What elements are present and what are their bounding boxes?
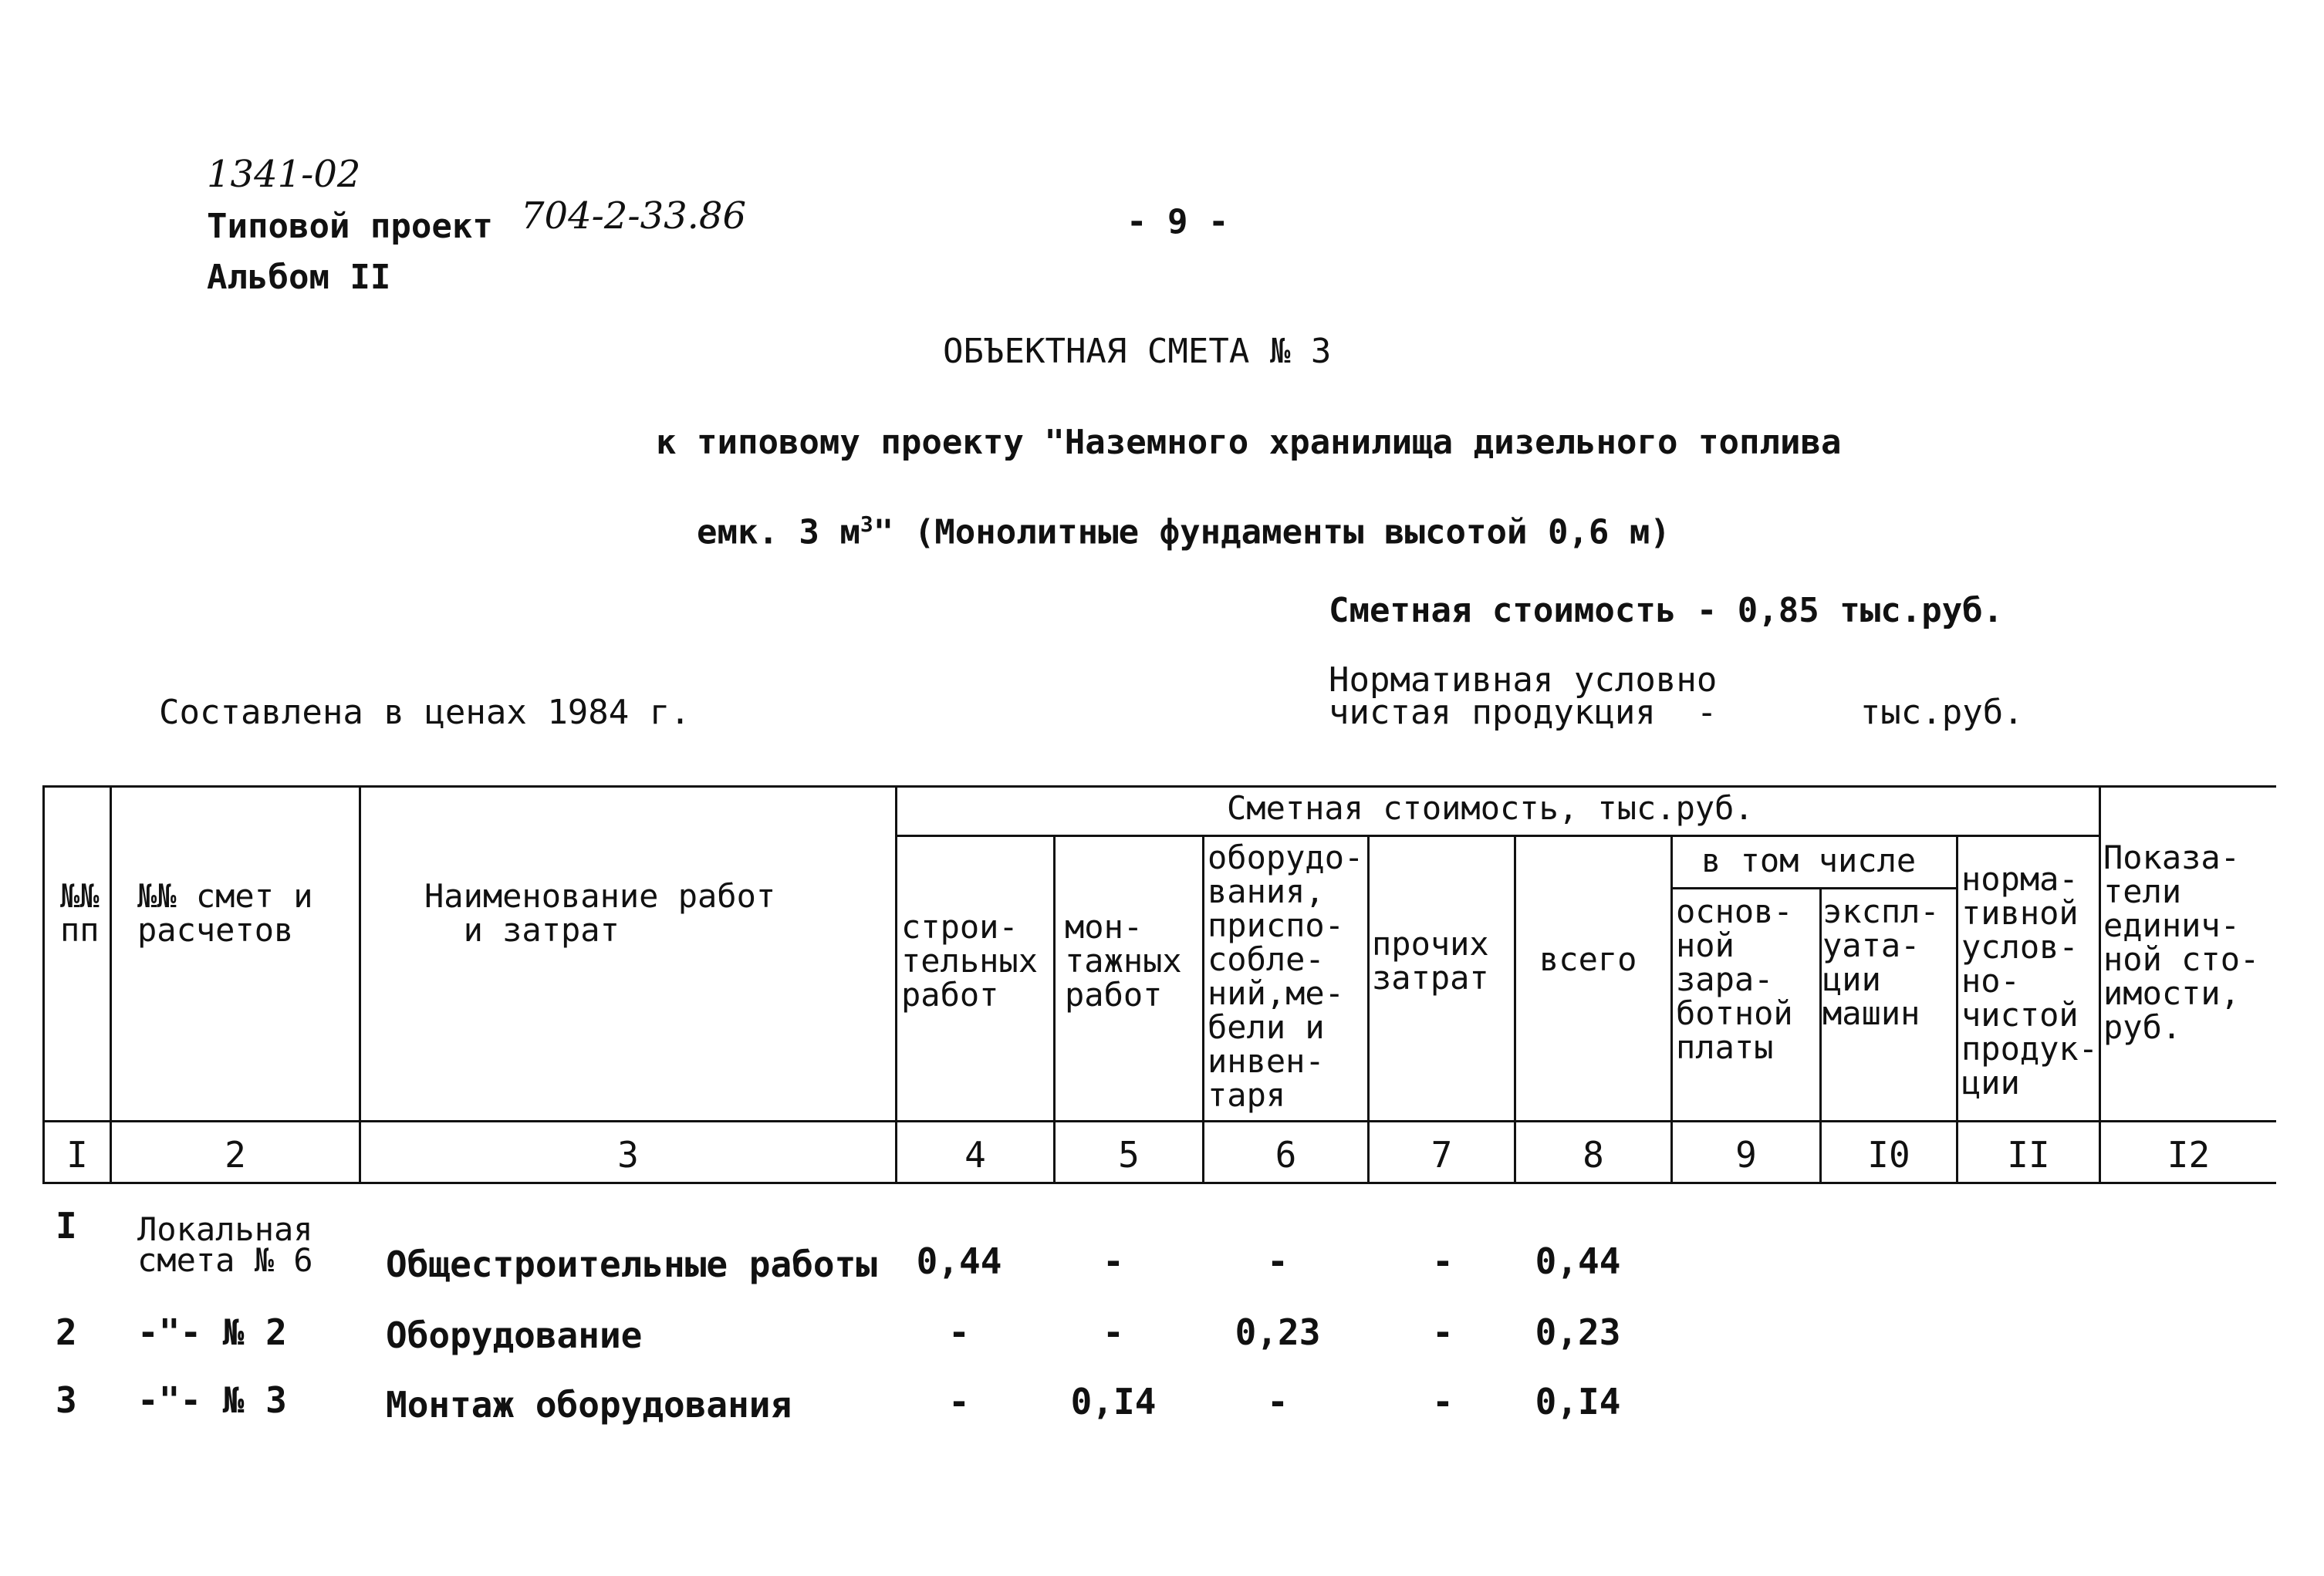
col-border-6 bbox=[1367, 835, 1370, 1182]
header-other: прочих затрат bbox=[1372, 925, 1489, 997]
col-border-5 bbox=[1202, 835, 1204, 1182]
col-number-1: I bbox=[66, 1134, 88, 1176]
album-label: Альбом II bbox=[207, 258, 391, 297]
estimated-cost: Сметная стоимость - 0,85 тыс.руб. bbox=[1329, 591, 2004, 630]
superscript: 3 bbox=[860, 511, 873, 537]
group-header-border bbox=[895, 835, 2099, 837]
header-machines: экспл- уата- ции машин bbox=[1822, 893, 1940, 1032]
row-equipment-cost: - bbox=[1267, 1381, 1289, 1422]
row-construction-cost: 0,44 bbox=[916, 1240, 1002, 1282]
header-estimate-ref: №№ смет и расчетов bbox=[137, 877, 313, 949]
row-total-cost: 0,I4 bbox=[1535, 1381, 1621, 1422]
row-equipment-cost: - bbox=[1267, 1240, 1289, 1282]
title-line-2: емк. 3 $м^3$" (Монолитные фундаменты высотой 0,6 м) bbox=[696, 511, 1670, 552]
col-number-5: 5 bbox=[1118, 1134, 1140, 1176]
row-equipment-cost: 0,23 bbox=[1235, 1311, 1321, 1353]
normative-label-1: Нормативная условно bbox=[1329, 660, 1718, 700]
document-code: 1341-02 bbox=[207, 153, 361, 196]
col-number-11: II bbox=[2007, 1134, 2050, 1176]
header-unit-cost: Показа- тели единич- ной сто- имости, руб. bbox=[2103, 839, 2260, 1046]
header-work-name: Наименование работ и затрат bbox=[424, 877, 776, 949]
row-other-cost: - bbox=[1432, 1240, 1454, 1282]
row-estimate-ref: Локальная смета № 6 bbox=[137, 1210, 313, 1279]
row-installation-cost: 0,I4 bbox=[1070, 1381, 1157, 1422]
header-construction: строи- тельных работ bbox=[901, 908, 1039, 1014]
prices-note: Составлена в ценах 1984 г. bbox=[159, 693, 691, 732]
header-salary: основ- ной зара- ботной платы bbox=[1676, 893, 1793, 1066]
col-number-9: 9 bbox=[1735, 1134, 1757, 1176]
row-total-cost: 0,44 bbox=[1535, 1240, 1621, 1282]
header-normative: норма- тивной услов- но- чистой продук- ции bbox=[1961, 860, 2099, 1102]
row-estimate-ref: -"- № 2 bbox=[137, 1311, 287, 1353]
col-border-10 bbox=[1956, 835, 1958, 1182]
row-total-cost: 0,23 bbox=[1535, 1311, 1621, 1353]
row-number: I bbox=[56, 1205, 77, 1247]
col-border-3 bbox=[895, 785, 897, 1182]
project-label: Типовой проект bbox=[207, 207, 493, 246]
row-other-cost: - bbox=[1432, 1311, 1454, 1353]
header-including: в том числе bbox=[1701, 842, 1917, 879]
header-row-number: №№ пп bbox=[60, 877, 100, 949]
header-bottom-border bbox=[42, 1120, 2276, 1122]
document-title: ОБЪЕКТНАЯ СМЕТА № 3 bbox=[943, 332, 1332, 371]
col-border-2 bbox=[359, 785, 361, 1182]
row-work-name: Монтаж оборудования bbox=[386, 1384, 792, 1426]
col-number-12: I2 bbox=[2167, 1134, 2211, 1176]
header-equipment: оборудо- вания, приспо- собле- ний,ме- бели и инвен- таря bbox=[1208, 839, 1364, 1114]
col-border-8 bbox=[1670, 835, 1673, 1182]
col-number-3: 3 bbox=[617, 1134, 639, 1176]
row-construction-cost: - bbox=[948, 1311, 970, 1353]
header-installation: мон- тажных работ bbox=[1065, 908, 1182, 1014]
header-total: всего bbox=[1539, 940, 1637, 978]
row-installation-cost: - bbox=[1103, 1240, 1124, 1282]
header-cost-group: Сметная стоимость, тыс.руб. bbox=[1227, 789, 1754, 827]
page-number: - 9 - bbox=[1127, 202, 1229, 241]
col-number-4: 4 bbox=[964, 1134, 986, 1176]
row-number: 2 bbox=[56, 1311, 77, 1353]
col-border-1 bbox=[110, 785, 112, 1182]
row-construction-cost: - bbox=[948, 1381, 970, 1422]
col-border-11 bbox=[2099, 785, 2101, 1182]
col-border-0 bbox=[42, 785, 45, 1182]
col-number-2: 2 bbox=[225, 1134, 246, 1176]
project-number: 704-2-33.86 bbox=[521, 194, 747, 238]
row-installation-cost: - bbox=[1103, 1311, 1124, 1353]
col-number-10: I0 bbox=[1867, 1134, 1910, 1176]
table-top-border bbox=[42, 785, 2276, 788]
col-border-4 bbox=[1053, 835, 1056, 1182]
row-other-cost: - bbox=[1432, 1381, 1454, 1422]
col-number-8: 8 bbox=[1583, 1134, 1604, 1176]
title-line-1: к типовому проекту "Наземного хранилища дизельного топлива bbox=[656, 423, 1842, 462]
row-work-name: Общестроительные работы bbox=[386, 1244, 877, 1285]
col-border-7 bbox=[1514, 835, 1516, 1182]
numbers-bottom-border bbox=[42, 1182, 2276, 1184]
row-number: 3 bbox=[56, 1379, 77, 1421]
col-number-6: 6 bbox=[1275, 1134, 1297, 1176]
row-estimate-ref: -"- № 3 bbox=[137, 1379, 287, 1421]
normative-label-2: чистая продукция - тыс.руб. bbox=[1329, 693, 2024, 732]
subgroup-header-border bbox=[1670, 887, 1956, 889]
row-work-name: Оборудование bbox=[386, 1314, 643, 1356]
col-number-7: 7 bbox=[1431, 1134, 1453, 1176]
